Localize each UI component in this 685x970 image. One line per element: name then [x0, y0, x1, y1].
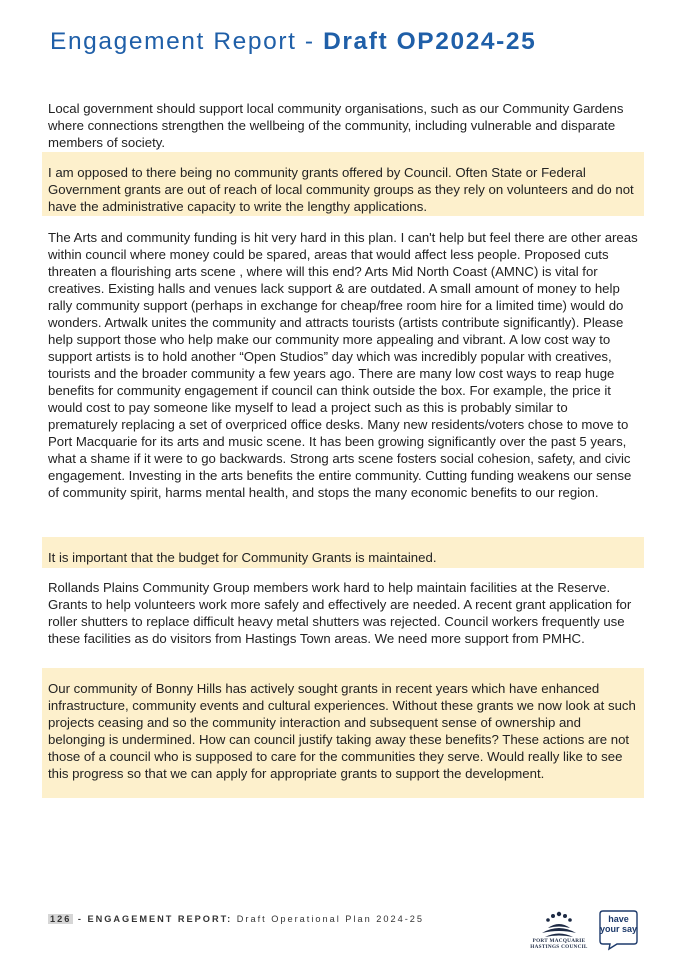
footer-label: - ENGAGEMENT REPORT:: [73, 914, 237, 924]
footer-doc-title: Draft Operational Plan 2024-25: [236, 914, 424, 924]
submission-paragraph: The Arts and community funding is hit very hard in this plan. I can't help but feel there are other areas within council where money could be spared, areas that would affect less people. Proposed cuts threaten a flourishing arts scene , where will this end? Arts Mid North Coast (AMNC) is vital for creatives. Existing halls and venues lack support & are outdated. A small amount of money to help rally community support (perhaps in exchange for cheap/free room hire for a limited time) would do wonders. Artwalk unites the community and attracts tourists (artists contribute significantly). Please help support those who help make our community more appealing and vibrant. A low cost way to support artists is to hold another “Open Studios” day which was incredibly popular with creatives, tourists and the broader community a few years ago. There are many low cost ways to reap huge benefits for community engagement if council can think outside the box. For example, the price it would cost to pay someone like myself to lead a project such as this is probably similar to prematurely replacing a set of overpriced office desks. Many new residents/voters chose to move to Port Macquarie for its arts and music scene. It has been growing significantly over the past 5 years, what a shame if it were to go backwards. Strong arts scene fosters social cohesion, safety, and civic engagement. Investing in the arts benefits the entire community. Cutting funding weakens our sense of community spirit, harms mental health, and stops the many economic benefits to our region.: [48, 230, 638, 500]
submission-paragraph-highlighted: I am opposed to there being no community grants offered by Council. Often State or Federal Government grants are out of reach of local community groups as they rely on volunteers and do not have the administrative capacity to write the lengthy applications.: [42, 152, 644, 216]
council-name: PORT MACQUARIE HASTINGS COUNCIL: [530, 938, 588, 950]
submission-paragraph: Local government should support local community organisations, such as our Community Gardens where connections strengthen the wellbeing of the community, including vulnerable and disparate members of society.: [48, 101, 624, 150]
page-title-bold: Draft OP2024-25: [323, 28, 537, 55]
page-title-light: Engagement Report -: [50, 28, 324, 55]
submission-paragraph-highlighted: Our community of Bonny Hills has actively sought grants in recent years which have enhanced infrastructure, community events and cultural experiences. Without these grants we now look at such projects ceasing and so the community interaction and subsequent sense of ownership and belonging is undermined. How can council justify taking away these benefits? These actions are not those of a council who is supposed to care for the communities they serve. Would really like to see this progress so that we can apply for appropriate grants to support the development.: [42, 668, 644, 798]
have-your-say-text: have your say: [599, 914, 638, 934]
page-number: 126: [50, 914, 72, 924]
submission-paragraph-highlighted: It is important that the budget for Community Grants is maintained.: [42, 537, 644, 568]
council-logo-icon: [528, 908, 590, 958]
submission-paragraph: Rollands Plains Community Group members work hard to help maintain facilities at the Reserve. Grants to help volunteers work more safely and effectively are needed. A recent grant application for roller shutters to replace difficult heavy metal shutters was rejected. Council workers frequently use these facilities as do visitors from Hastings Town areas. We need more support from PMHC.: [48, 580, 632, 646]
page-footer: [48, 914, 424, 924]
page-title: [50, 28, 670, 56]
